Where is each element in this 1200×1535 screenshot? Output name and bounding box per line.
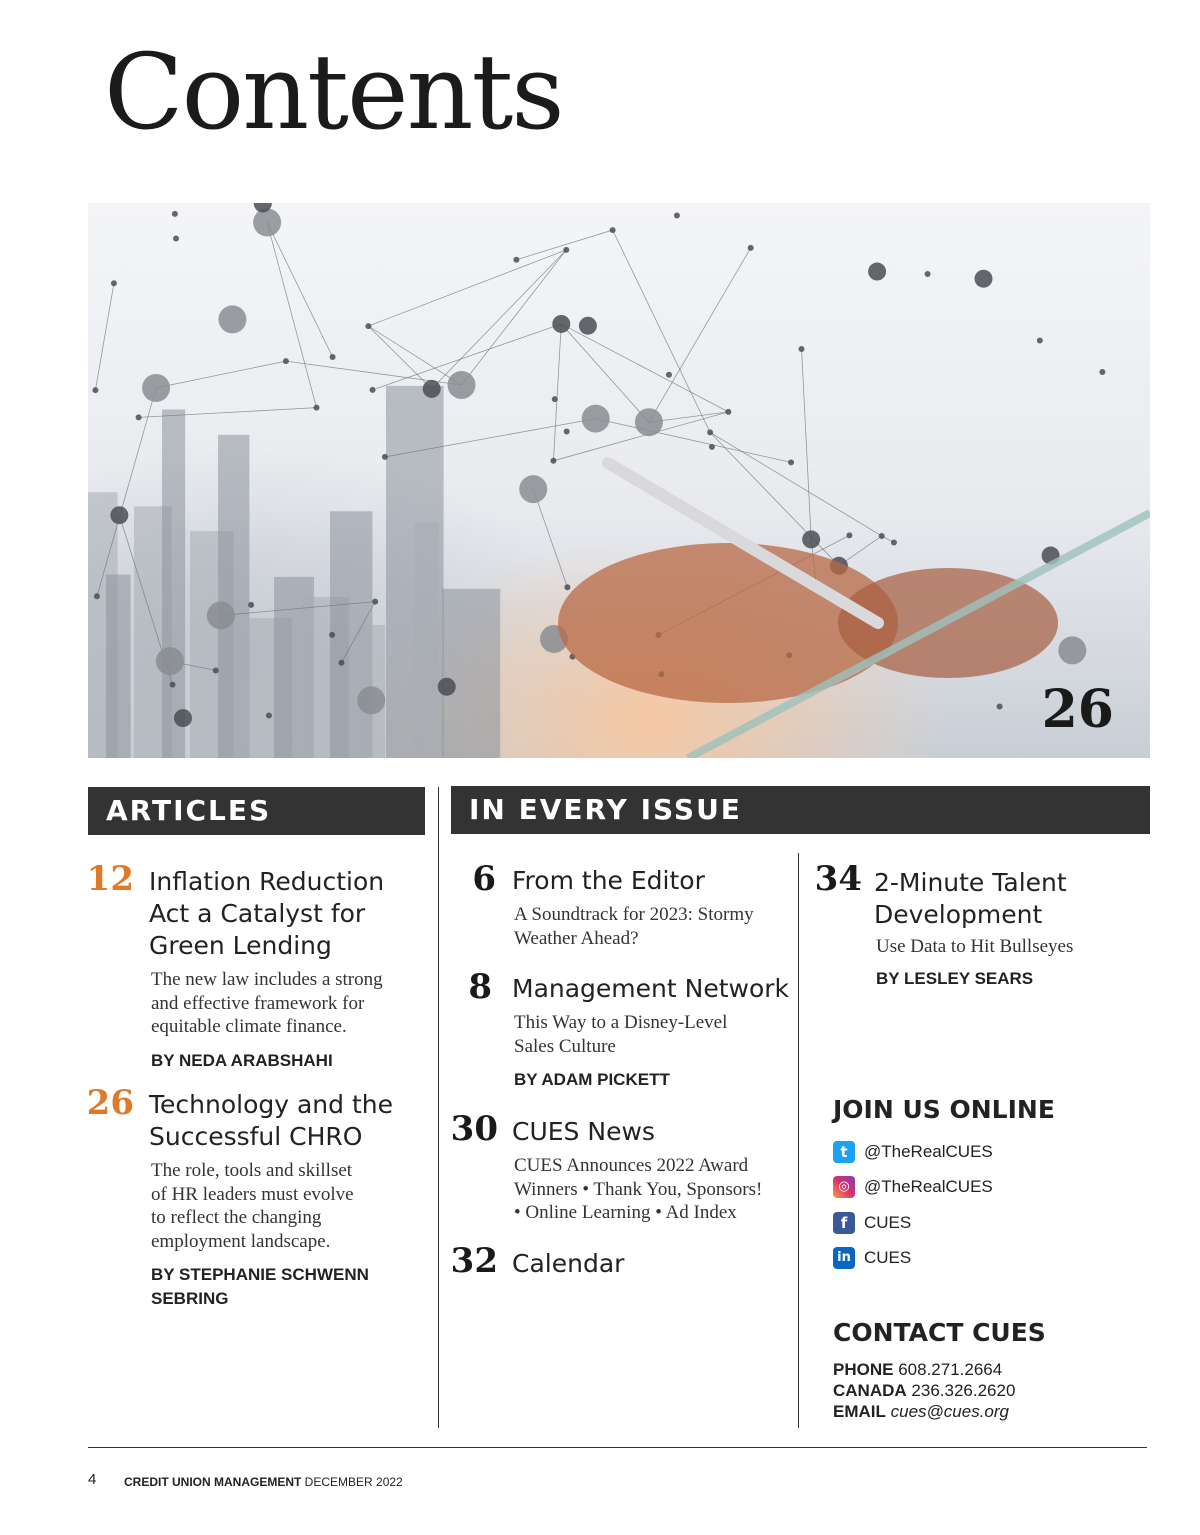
department-entry[interactable] <box>512 973 792 1092</box>
footer-publication: CREDIT UNION MANAGEMENT DECEMBER 2022 <box>124 1475 403 1489</box>
twitter-icon: t <box>833 1141 855 1163</box>
social-link-facebook[interactable] <box>833 1212 911 1234</box>
department-entry[interactable] <box>512 1116 792 1225</box>
social-link-instagram[interactable] <box>833 1176 993 1198</box>
department-page-number: 6 <box>472 859 496 899</box>
department-byline: BY LESLEY SEARS <box>876 968 1034 988</box>
department-entry[interactable] <box>512 1248 792 1280</box>
hero-image <box>88 203 1150 758</box>
social-handle: CUES <box>864 1248 912 1267</box>
department-title: Management Network <box>512 974 790 1003</box>
department-entry[interactable] <box>512 865 792 950</box>
department-dek: Use Data to Hit Bullseyes <box>876 936 1074 957</box>
column-divider-right <box>798 853 799 1428</box>
network-illustration <box>88 203 1150 758</box>
contact-email[interactable]: EMAIL cues@cues.org <box>833 1402 1009 1421</box>
article-dek: The role, tools and skillset of HR leaders must evolve to reflect the changing employment landscape. <box>151 1160 354 1252</box>
join-us-heading: JOIN US ONLINE <box>833 1095 1055 1124</box>
linkedin-icon: in <box>833 1247 855 1269</box>
department-page-number: 8 <box>468 967 492 1007</box>
department-byline: BY ADAM PICKETT <box>514 1070 670 1089</box>
column-divider-left <box>438 787 439 1428</box>
article-page-number: 12 <box>86 859 134 899</box>
department-page-number: 30 <box>450 1109 498 1149</box>
instagram-icon: ◎ <box>833 1176 855 1198</box>
department-title: From the Editor <box>512 866 705 895</box>
department-title: 2-Minute Talent Development <box>874 868 1067 929</box>
article-byline: BY NEDA ARABSHAHI <box>151 1050 333 1070</box>
page-title: Contents <box>104 31 563 153</box>
article-title: Technology and the Successful CHRO <box>149 1090 393 1151</box>
department-title: CUES News <box>512 1117 655 1146</box>
facebook-icon: f <box>833 1212 855 1234</box>
article-dek: The new law includes a strong and effective framework for equitable climate finance. <box>151 969 383 1037</box>
contact-heading: CONTACT CUES <box>833 1318 1046 1347</box>
department-page-number: 34 <box>814 859 862 899</box>
article-page-number: 26 <box>86 1083 134 1123</box>
article-entry[interactable] <box>149 1089 429 1311</box>
articles-section-header: ARTICLES <box>88 787 425 835</box>
hero-page-reference: 26 <box>1041 679 1114 740</box>
social-link-linkedin[interactable] <box>833 1247 911 1269</box>
every-issue-section-header: IN EVERY ISSUE <box>451 786 1150 834</box>
department-dek: This Way to a Disney-Level Sales Culture <box>514 1012 728 1057</box>
footer-page-number: 4 <box>88 1471 97 1488</box>
contact-canada: CANADA 236.326.2620 <box>833 1381 1016 1400</box>
social-handle: @TheRealCUES <box>864 1177 993 1196</box>
department-title: Calendar <box>512 1249 625 1278</box>
footer-rule <box>88 1447 1147 1448</box>
social-handle: CUES <box>864 1213 912 1232</box>
department-dek: CUES Announces 2022 Award Winners • Thank You, Sponsors! • Online Learning • Ad Index <box>514 1155 763 1223</box>
social-link-twitter[interactable] <box>833 1141 993 1163</box>
department-dek: A Soundtrack for 2023: Stormy Weather Ahead? <box>514 904 754 949</box>
contact-phone: PHONE 608.271.2664 <box>833 1360 1003 1379</box>
department-page-number: 32 <box>450 1241 498 1281</box>
article-entry[interactable] <box>149 866 429 1073</box>
article-title: Inflation Reduction Act a Catalyst for Green Lending <box>149 867 385 960</box>
department-entry[interactable] <box>874 867 1144 991</box>
social-handle: @TheRealCUES <box>864 1142 993 1161</box>
article-byline: BY STEPHANIE SCHWENN SEBRING <box>151 1265 369 1308</box>
